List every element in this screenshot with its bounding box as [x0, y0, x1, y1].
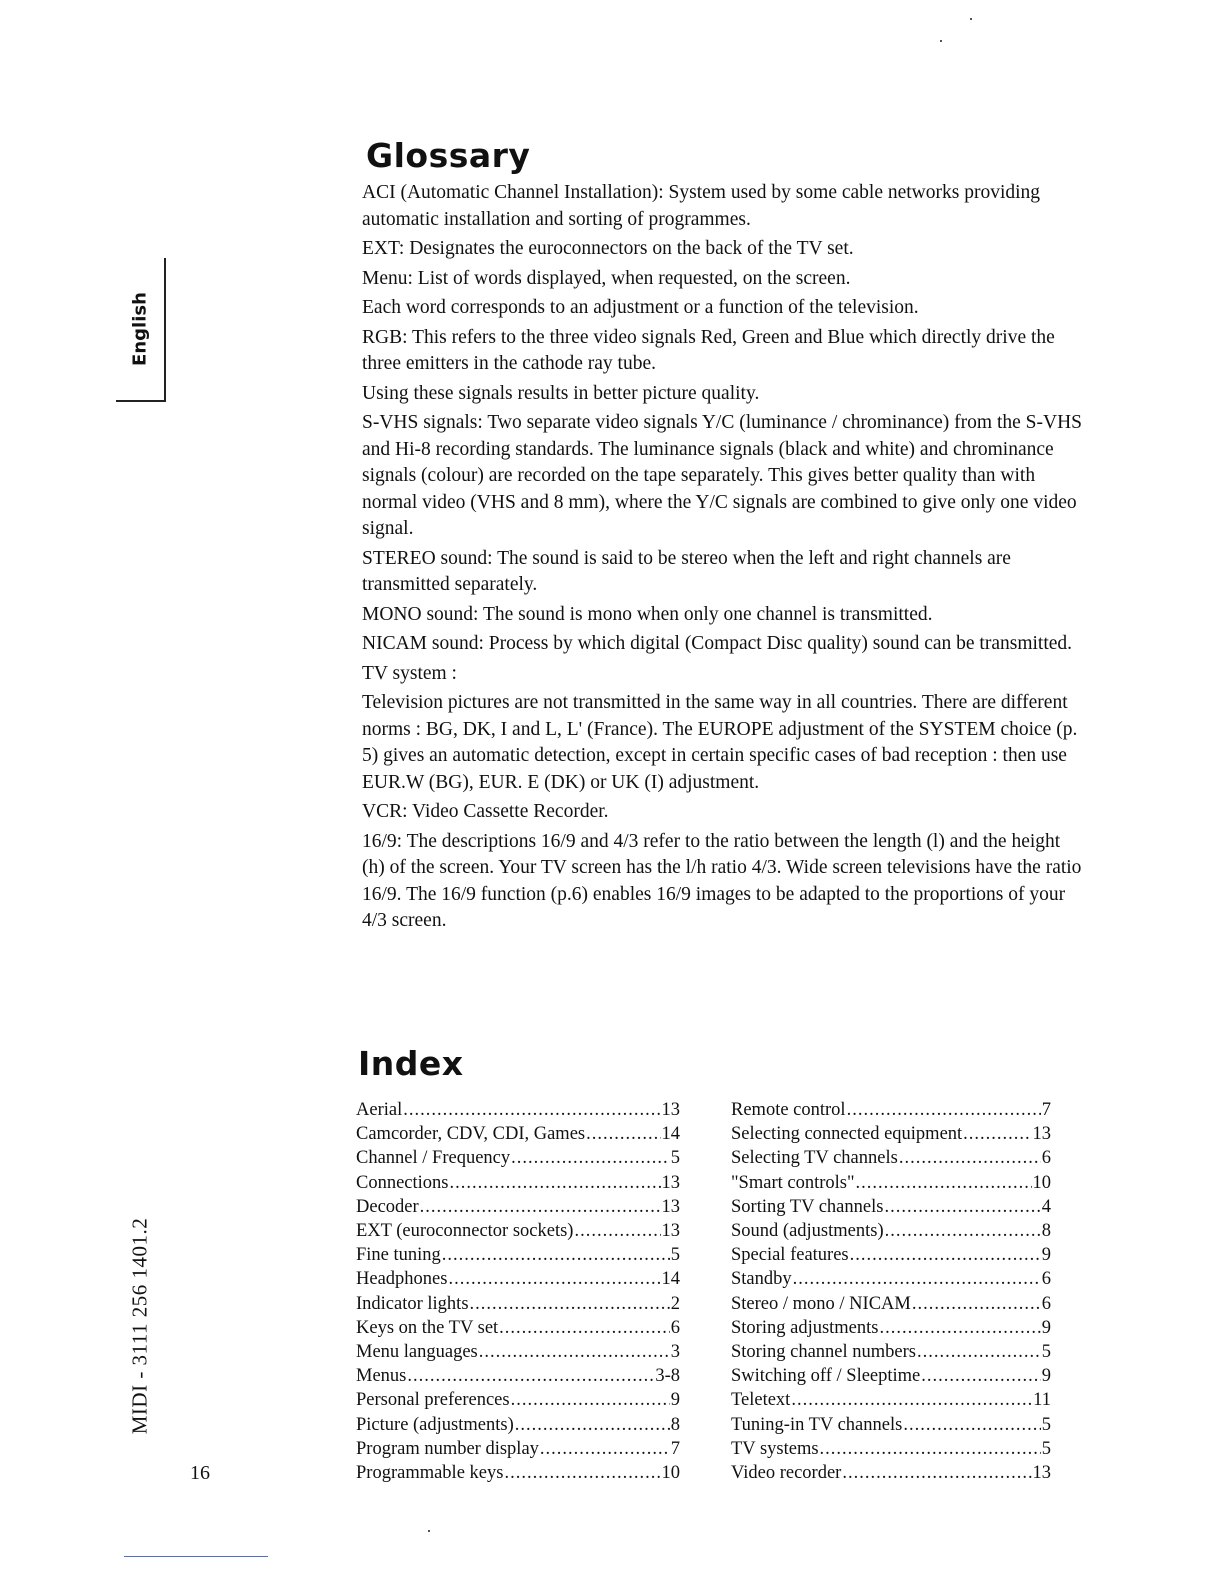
index-entry-page: 2 — [670, 1293, 680, 1314]
index-entry-page: 5 — [1041, 1438, 1051, 1459]
index-entry-page: 13 — [661, 1221, 680, 1242]
dot-leader — [511, 1146, 670, 1170]
index-entry-page: 9 — [1041, 1245, 1051, 1266]
dot-leader — [450, 1171, 661, 1195]
glossary-entry: MONO sound: The sound is mono when only one channel is transmitted. — [362, 603, 933, 625]
glossary-entry: ACI (Automatic Channel Installation): System used by some cable networks providing automatic installation and sorting of programmes. — [362, 182, 1041, 230]
index-entry-page: 3 — [670, 1342, 680, 1363]
index-entry-page: 4 — [1041, 1196, 1051, 1217]
language-tab — [116, 258, 166, 402]
index-entry-page: 7 — [670, 1438, 680, 1459]
index-entry — [731, 1171, 1051, 1195]
index-entry — [731, 1243, 1051, 1267]
index-entry-page: 8 — [670, 1414, 680, 1435]
index-entry-name: Stereo / mono / NICAM — [731, 1293, 911, 1314]
index-entry — [356, 1413, 680, 1437]
glossary-entry: EXT: Designates the euroconnectors on the back of the TV set. — [362, 238, 854, 259]
index-entry-page: 5 — [1041, 1342, 1051, 1363]
dot-leader — [511, 1388, 670, 1412]
index-entry — [356, 1316, 680, 1340]
index-entry-name: Menu languages — [356, 1342, 478, 1363]
glossary-entry: STEREO sound: The sound is said to be stereo when the left and right channels are transmitted separately. — [362, 547, 1011, 595]
index-entry — [731, 1098, 1051, 1122]
index-entry-page: 5 — [1041, 1414, 1051, 1435]
index-column-left — [356, 1098, 680, 1485]
index-entry — [731, 1461, 1051, 1485]
index-entry-page: 9 — [1041, 1317, 1051, 1338]
dot-leader — [403, 1098, 660, 1122]
dot-leader — [407, 1364, 654, 1388]
index-entry-page: 14 — [661, 1124, 680, 1145]
glossary-entry: NICAM sound: Process by which digital (Compact Disc quality) sound can be transmitted. — [362, 633, 1073, 654]
bottom-rule — [124, 1556, 268, 1557]
dot-leader — [793, 1267, 1041, 1291]
index-entry-page: 10 — [1032, 1172, 1051, 1193]
index-entry-name: Selecting TV channels — [731, 1148, 898, 1169]
glossary-entry: 16/9: The descriptions 16/9 and 4/3 refer to the ratio between the length (l) and the height (h) of the screen. Your TV screen has the l/h ratio 4/3. Wide screen televisions have the ratio 16/9. The 16/9 function (p.6) enables 16/9 images to be adapted to the proportions of your 4/3 screen. — [362, 830, 1082, 931]
index-entry — [731, 1388, 1051, 1412]
glossary-entry: Menu: List of words displayed, when requested, on the screen. — [362, 267, 851, 289]
index-entry-name: Tuning-in TV channels — [731, 1414, 903, 1435]
dot-leader — [442, 1243, 670, 1267]
dot-leader — [515, 1413, 670, 1437]
index-entry-page: 8 — [1041, 1221, 1051, 1242]
glossary-entry: Using these signals results in better picture quality. — [362, 382, 760, 404]
index-entry-page: 14 — [661, 1269, 680, 1290]
index-entry-page: 6 — [1041, 1293, 1051, 1314]
index-entry-name: Picture (adjustments) — [356, 1414, 514, 1435]
index-entry — [731, 1316, 1051, 1340]
glossary-title: Glossary — [366, 136, 531, 175]
index-entry — [731, 1413, 1051, 1437]
index-entry-name: Programmable keys — [356, 1463, 504, 1484]
index-entry-page: 6 — [1041, 1148, 1051, 1169]
index-entry-page: 7 — [1041, 1100, 1051, 1120]
index-entry — [731, 1195, 1051, 1219]
document-code: MIDI - 3111 256 1401.2 — [127, 1217, 152, 1435]
index-entry-page: 5 — [670, 1245, 680, 1266]
index-entry-page: 11 — [1033, 1390, 1051, 1411]
index-entry-name: Menus — [356, 1366, 407, 1387]
index-entry-name: Storing channel numbers — [731, 1342, 916, 1363]
language-label: English — [129, 292, 151, 366]
index-entry-page: 9 — [1041, 1366, 1051, 1387]
index-entry — [356, 1267, 680, 1291]
index-entry-page: 13 — [661, 1100, 680, 1120]
index-entry-page: 10 — [661, 1463, 680, 1484]
index-entry-name: Switching off / Sleeptime — [731, 1366, 921, 1387]
glossary-entry: VCR: Video Cassette Recorder. — [362, 801, 609, 822]
scan-speck — [428, 1530, 430, 1532]
dot-leader — [885, 1219, 1041, 1243]
index-entry-page: 9 — [670, 1390, 680, 1411]
index-entry — [731, 1364, 1051, 1388]
index-entry-name: Standby — [731, 1269, 792, 1290]
index-entry-name: Connections — [356, 1172, 449, 1193]
dot-leader — [963, 1122, 1031, 1146]
index-entry-page: 3-8 — [655, 1366, 680, 1387]
index-entry — [356, 1195, 680, 1219]
dot-leader — [540, 1437, 670, 1461]
dot-leader — [791, 1388, 1032, 1412]
index-entry — [356, 1098, 680, 1122]
dot-leader — [880, 1316, 1041, 1340]
dot-leader — [842, 1461, 1031, 1485]
index-entry — [731, 1146, 1051, 1170]
index-entry-name: Camcorder, CDV, CDI, Games — [356, 1124, 586, 1145]
index-entry-page: 13 — [1032, 1463, 1051, 1484]
index-entry — [731, 1437, 1051, 1461]
index-entry — [731, 1340, 1051, 1364]
dot-leader — [479, 1340, 670, 1364]
dot-leader — [921, 1364, 1040, 1388]
dot-leader — [847, 1098, 1041, 1122]
dot-leader — [884, 1195, 1040, 1219]
index-entry-name: Video recorder — [731, 1463, 842, 1484]
glossary-entry: Television pictures are not transmitted in the same way in all countries. There are different norms : BG, DK, I and L, L' (France). The EUROPE adjustment of the SYSTEM choice (p. 5) gives an automatic detection, except in certain specific cases of bad reception : then use EUR.W (BG), EUR. E (DK) or UK (I) adjustment. — [362, 692, 1078, 793]
dot-leader — [917, 1340, 1041, 1364]
dot-leader — [499, 1316, 670, 1340]
index-title: Index — [358, 1044, 464, 1083]
index-entry-name: Remote control — [731, 1100, 846, 1120]
glossary-entry: S-VHS signals: Two separate video signals Y/C (luminance / chrominance) from the S-VHS and Hi-8 recording standards. The luminance signals (black and white) and chrominance signals (colour) are recorded on the tape separately. This gives better quality than with normal video (VHS and 8 mm), where the Y/C signals are combined to give only one video signal. — [362, 412, 1083, 539]
dot-leader — [504, 1461, 660, 1485]
index-entry — [356, 1122, 680, 1146]
index-entry-page: 13 — [1032, 1124, 1051, 1145]
dot-leader — [574, 1219, 660, 1243]
index-entry-name: Aerial — [356, 1100, 403, 1120]
index-entry — [731, 1292, 1051, 1316]
index-entry — [356, 1364, 680, 1388]
index-entry-name: Special features — [731, 1245, 849, 1266]
index-entry — [356, 1219, 680, 1243]
dot-leader — [820, 1437, 1041, 1461]
index-entry-name: TV systems — [731, 1438, 819, 1459]
index-entry-page: 13 — [661, 1172, 680, 1193]
index-entry — [356, 1437, 680, 1461]
dot-leader — [856, 1171, 1032, 1195]
index-entry-name: Sound (adjustments) — [731, 1221, 884, 1242]
index-entry-name: Decoder — [356, 1196, 419, 1217]
index-entry — [731, 1122, 1051, 1146]
index-entry-name: EXT (euroconnector sockets) — [356, 1221, 574, 1242]
index-entry — [356, 1388, 680, 1412]
index-entry-name: Channel / Frequency — [356, 1148, 511, 1169]
index-column-right — [731, 1098, 1051, 1485]
index-entry-name: Indicator lights — [356, 1293, 469, 1314]
index-entry-page: 6 — [670, 1317, 680, 1338]
dot-leader — [420, 1195, 661, 1219]
dot-leader — [850, 1243, 1041, 1267]
scan-speck — [970, 18, 972, 20]
index-entry-name: Fine tuning — [356, 1245, 441, 1266]
dot-leader — [586, 1122, 660, 1146]
dot-leader — [470, 1292, 670, 1316]
index-entry-name: "Smart controls" — [731, 1172, 855, 1193]
dot-leader — [903, 1413, 1040, 1437]
index-entry-name: Program number display — [356, 1438, 539, 1459]
dot-leader — [912, 1292, 1041, 1316]
index-entry-name: Headphones — [356, 1269, 448, 1290]
dot-leader — [899, 1146, 1041, 1170]
index-entry — [356, 1171, 680, 1195]
index-entry — [356, 1292, 680, 1316]
index-entry-page: 5 — [670, 1148, 680, 1169]
index-entry-name: Personal preferences — [356, 1390, 510, 1411]
glossary-entry: Each word corresponds to an adjustment or a function of the television. — [362, 297, 919, 318]
index-entry-name: Keys on the TV set — [356, 1317, 499, 1338]
glossary-entry: TV system : — [362, 662, 457, 684]
index-entry-page: 13 — [661, 1196, 680, 1217]
glossary-body — [362, 180, 1082, 938]
index-entry — [731, 1267, 1051, 1291]
glossary-entry: RGB: This refers to the three video signals Red, Green and Blue which directly drive the three emitters in the cathode ray tube. — [362, 326, 1055, 374]
index-entry — [356, 1243, 680, 1267]
index-entry — [731, 1219, 1051, 1243]
index-entry — [356, 1461, 680, 1485]
dot-leader — [448, 1267, 660, 1291]
index-entry-page: 6 — [1041, 1269, 1051, 1290]
index-entry-name: Storing adjustments — [731, 1317, 879, 1338]
index-entry — [356, 1340, 680, 1364]
index-entry — [356, 1146, 680, 1170]
index-entry-name: Teletext — [731, 1390, 791, 1411]
page-number: 16 — [190, 1462, 210, 1484]
scan-speck — [940, 40, 942, 42]
index-entry-name: Sorting TV channels — [731, 1196, 884, 1217]
index-entry-name: Selecting connected equipment — [731, 1124, 963, 1145]
